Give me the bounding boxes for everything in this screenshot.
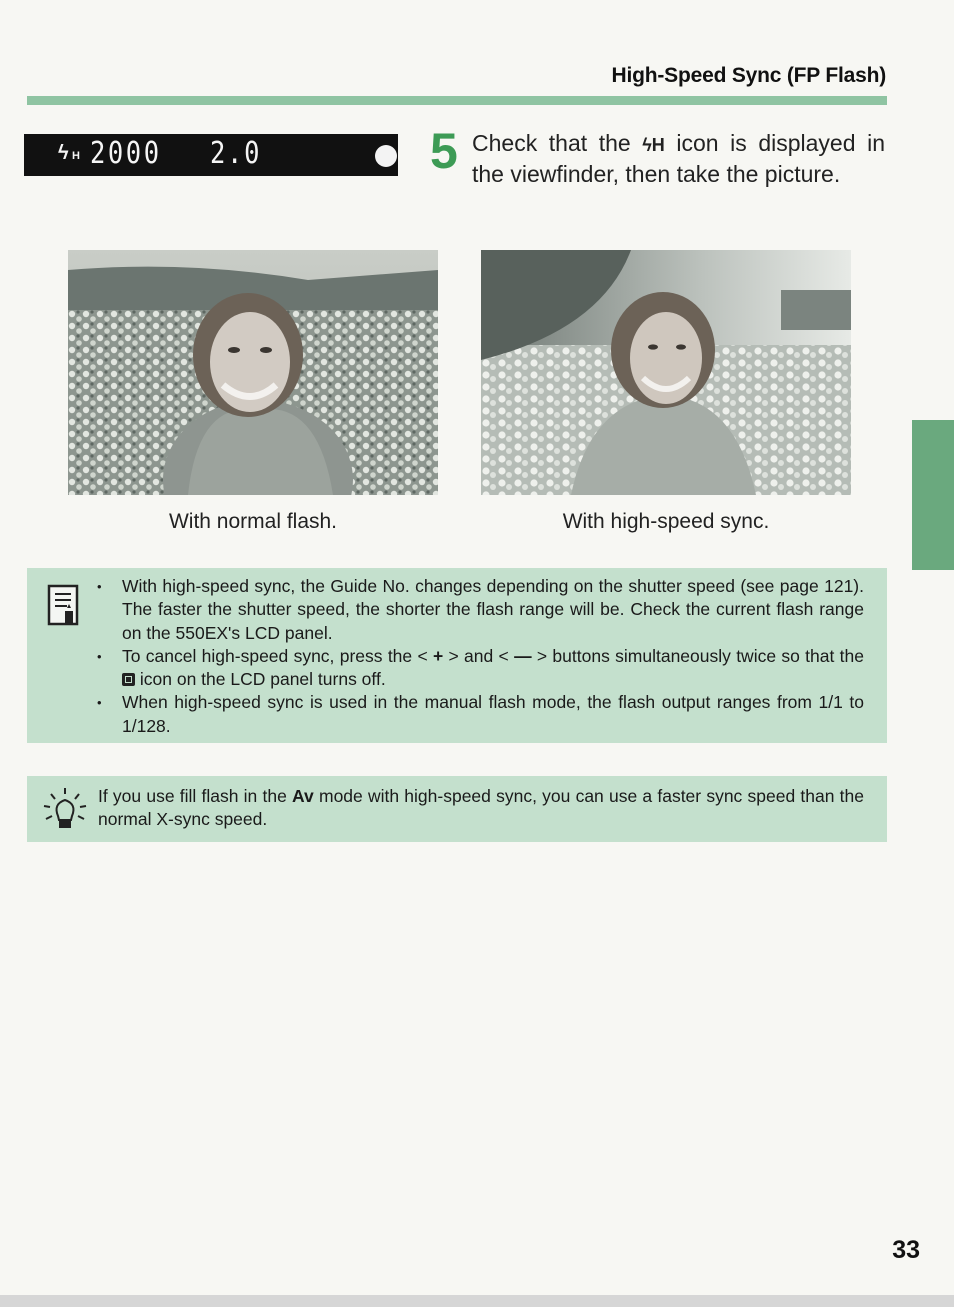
plus-button-symbol: +: [432, 645, 444, 666]
caption-high-speed-sync: With high-speed sync.: [562, 510, 770, 533]
viewfinder-aperture: 2.0: [210, 136, 262, 171]
section-title: High-Speed Sync (FP Flash): [611, 64, 886, 87]
tip-text-after: mode with high-speed sync, you can use a faster sync speed than the normal X-sync speed.: [98, 786, 864, 830]
viewfinder-display: [24, 134, 398, 176]
high-speed-flash-icon: ϟH: [642, 135, 665, 155]
flash-icon: ϟ: [58, 142, 69, 164]
step-text-after: icon is displayed in the viewfinder, then take the picture.: [472, 130, 885, 187]
photo-normal-flash: [68, 250, 438, 495]
note-icon: [47, 584, 81, 628]
note-text: > and <: [448, 645, 509, 666]
caption-normal-flash: With normal flash.: [168, 510, 338, 533]
chapter-tab: [912, 420, 954, 570]
page-bottom-edge: [0, 1295, 954, 1307]
viewfinder-h-mark: H: [72, 150, 80, 162]
note-text: > buttons simultaneously twice so that the: [536, 645, 864, 666]
step-number: 5: [430, 123, 458, 179]
step-text-before: Check that the: [472, 130, 631, 156]
focus-confirmation-icon: [375, 145, 397, 167]
av-mode-label: Av: [292, 786, 314, 806]
high-speed-flash-h: H: [651, 135, 665, 155]
note-text: icon on the LCD panel turns off.: [139, 669, 386, 690]
tip-panel: [27, 776, 887, 842]
page-number: 33: [892, 1236, 920, 1264]
note-panel: [27, 568, 887, 743]
note-text: To cancel high-speed sync, press the <: [122, 645, 428, 666]
tip-text-before: If you use fill flash in the: [98, 786, 287, 806]
lightbulb-icon: [41, 786, 89, 832]
viewfinder-shutter-speed: 2000: [90, 136, 162, 171]
photo-high-speed-sync: [481, 250, 851, 495]
note-list: [122, 575, 864, 738]
list-item: [122, 645, 864, 692]
list-item: • With high-speed sync, the Guide No. changes depending on the shutter speed (see page 121). The faster the shutter speed, the shorter the flash range will be. Check the current flash range on the 550EX's LCD panel.: [122, 575, 864, 645]
minus-button-symbol: —: [514, 645, 532, 666]
lcd-high-speed-icon: [122, 673, 135, 686]
header-rule: [27, 96, 887, 105]
list-item: • When high-speed sync is used in the manual flash mode, the flash output ranges from 1/1 to 1/128.: [122, 691, 864, 738]
tip-text: [98, 785, 864, 832]
step-instruction: [472, 129, 885, 189]
